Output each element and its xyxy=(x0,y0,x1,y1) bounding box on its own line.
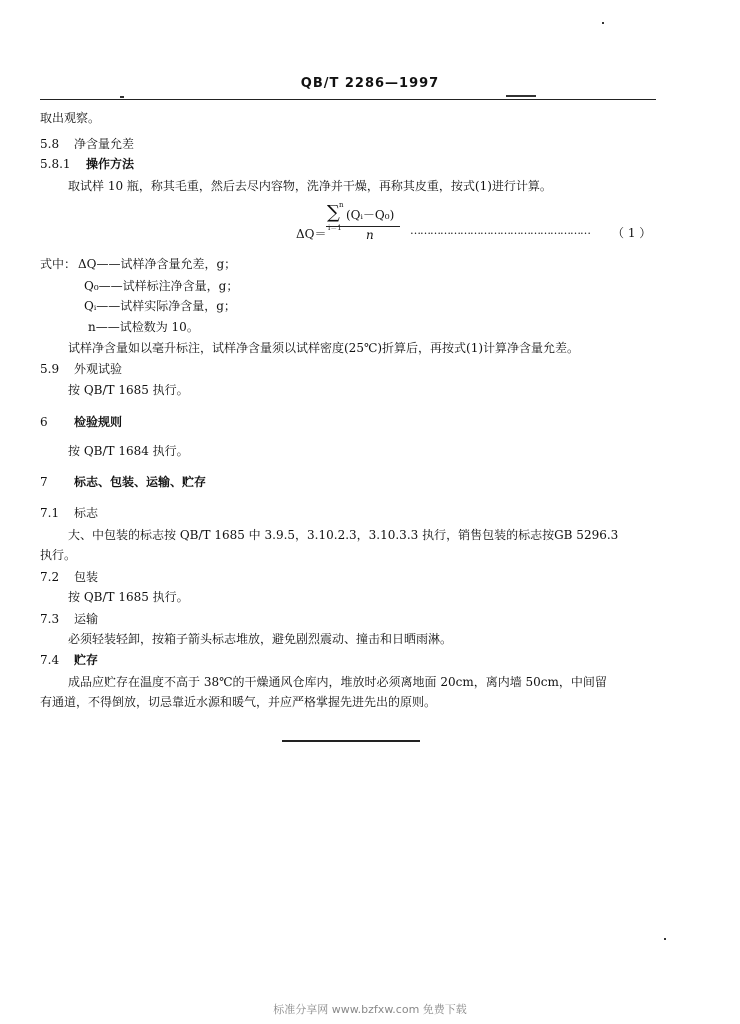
formula-numerator: (Qᵢ－Q₀) xyxy=(346,208,395,222)
section-7-1-heading xyxy=(40,505,98,521)
section-number: 5.8 xyxy=(40,137,60,151)
end-rule xyxy=(282,740,420,742)
section-number: 7 xyxy=(40,475,48,489)
section-title: 检验规则 xyxy=(74,415,123,429)
variable-definition: Qᵢ——试样实际净含量，g； xyxy=(84,299,236,313)
sum-symbol: ∑ xyxy=(327,202,340,223)
variable-definition: Q₀——试样标注净含量，g； xyxy=(84,279,239,293)
section-title: 包装 xyxy=(74,570,99,584)
header-mark xyxy=(120,96,124,98)
variable-definition: n——试检数为 10。 xyxy=(88,320,199,334)
section-5-9-heading xyxy=(40,361,122,377)
section-body: 按 QB/T 1685 执行。 xyxy=(68,383,189,397)
corner-mark xyxy=(664,938,666,940)
sum-upper-limit: n xyxy=(339,201,344,209)
header-rule xyxy=(40,99,656,100)
section-title: 净含量允差 xyxy=(74,137,135,151)
standard-code: QB/T 2286—1997 xyxy=(300,76,440,91)
equation-number: （ 1 ） xyxy=(612,226,652,240)
section-5-8-heading xyxy=(40,136,134,152)
section-body: 大、中包装的标志按 QB/T 1685 中 3.9.5，3.10.2.3，3.10.3.3 执行，销售包装的标志按GB 5296.3 xyxy=(68,528,619,542)
section-number: 5.9 xyxy=(40,362,60,376)
section-title: 标志 xyxy=(74,506,99,520)
section-7-heading xyxy=(40,474,206,490)
formula-lhs: ΔQ＝ xyxy=(296,227,327,241)
section-body: 按 QB/T 1684 执行。 xyxy=(68,444,189,458)
section-number: 5.8.1 xyxy=(40,157,71,171)
section-number: 6 xyxy=(40,415,48,429)
section-7-4-heading xyxy=(40,652,98,668)
section-number: 7.1 xyxy=(40,506,60,520)
section-7-2-heading xyxy=(40,569,98,585)
section-body: 成品应贮存在温度不高于 38℃的干燥通风仓库内，堆放时必须离地面 20cm，离内墙 50cm，中间留 xyxy=(68,675,607,689)
section-body: 有通道，不得倒放，切忌靠近水源和暖气，并应严格掌握先进先出的原则。 xyxy=(40,695,437,709)
section-7-3-heading xyxy=(40,611,98,627)
footer-watermark: 标准分享网 www.bzfxw.com 免费下载 xyxy=(273,1003,467,1016)
section-number: 7.3 xyxy=(40,612,60,626)
paragraph: 试样净含量如以毫升标注，试样净含量须以试样密度(25℃)折算后，再按式(1)计算净含量允差。 xyxy=(68,341,580,355)
variable-definition: ΔQ——试样净含量允差，g； xyxy=(78,257,237,271)
section-body: 按 QB/T 1685 执行。 xyxy=(68,590,189,604)
section-title: 操作方法 xyxy=(86,157,135,171)
section-number: 7.2 xyxy=(40,570,60,584)
section-title: 运输 xyxy=(74,612,99,626)
corner-mark xyxy=(602,22,604,24)
section-title: 贮存 xyxy=(74,653,99,667)
section-body: 必须轻装轻卸，按箱子箭头标志堆放，避免剧烈震动、撞击和日晒雨淋。 xyxy=(68,632,453,646)
paragraph: 取试样 10 瓶，称其毛重，然后去尽内容物，洗净并干燥，再称其皮重，按式(1)进行计算。 xyxy=(68,179,552,193)
section-title: 外观试验 xyxy=(74,362,123,376)
formula-denominator: n xyxy=(366,228,374,242)
fraction-bar xyxy=(326,226,400,227)
section-6-heading xyxy=(40,414,122,430)
text-line: 取出观察。 xyxy=(40,111,101,125)
section-title: 标志、包装、运输、贮存 xyxy=(74,475,207,489)
section-body: 执行。 xyxy=(40,548,77,562)
sum-lower-limit: i＝1 xyxy=(328,224,342,232)
formula-leader: ……………………………………………… xyxy=(410,224,590,237)
section-5-8-1-heading xyxy=(40,156,134,172)
section-number: 7.4 xyxy=(40,653,60,667)
header-mark xyxy=(506,95,536,97)
where-label: 式中： xyxy=(40,257,77,271)
